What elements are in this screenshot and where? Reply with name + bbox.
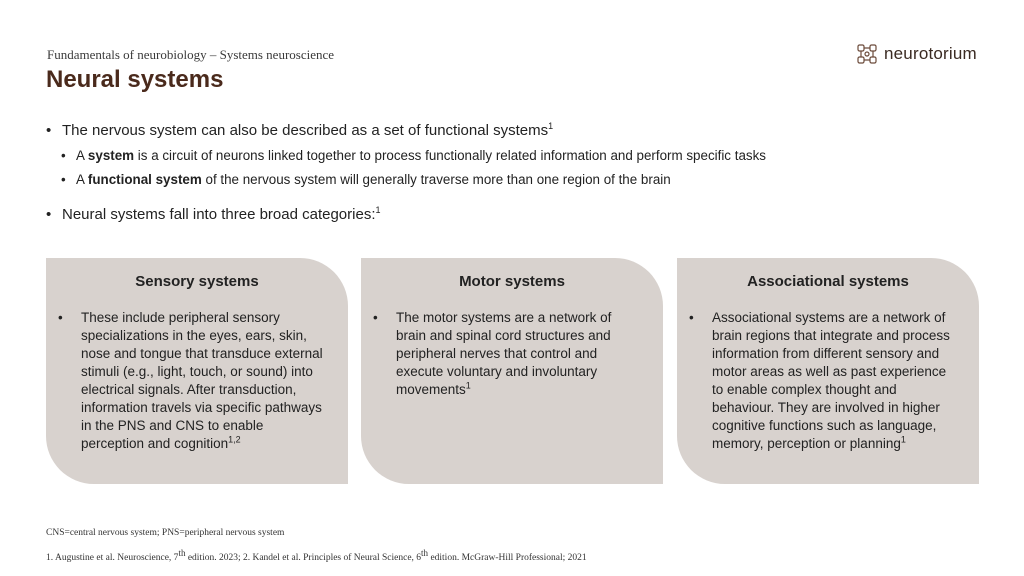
bullet-text: The nervous system can also be described as a set of functional systems	[62, 122, 549, 139]
card-text: Associational systems are a network of brain regions that integrate and process information from different sensory and motor areas as well as past experience to enable complex thought and behaviour. They are involved in higher cognitive functions such as language, memory, perception or planning	[712, 310, 950, 451]
sub-bullet-functional-system	[46, 171, 986, 189]
card-bullet: •	[373, 310, 378, 325]
neurotorium-logo-icon	[856, 43, 878, 65]
card-bullet: •	[58, 310, 63, 325]
footnote-ref: 1	[548, 121, 554, 131]
logo-text: neurotorium	[884, 44, 977, 63]
ordinal-suffix: th	[178, 548, 186, 558]
sub-bullet-text: A	[76, 172, 88, 187]
card-text: These include peripheral sensory specializations in the eyes, ears, skin, nose and tongue that transduce external stimuli (e.g., light, touch, or sound) into electrical signals. After transduction, information travels via specific pathways in the PNS and CNS to enable perception and cognition	[81, 310, 323, 451]
references	[46, 548, 587, 564]
card-title: Associational systems	[747, 273, 909, 290]
sub-bullet-text: of the nervous system will generally traverse more than one region of the brain	[201, 172, 671, 187]
card-sensory-systems	[46, 258, 348, 484]
reference-text: edition. McGraw-Hill Professional; 2021	[428, 553, 587, 564]
card-text: The motor systems are a network of brain and spinal cord structures and peripheral nerves that control and execute voluntary and involuntary movements	[396, 310, 612, 397]
abbreviations-note: CNS=central nervous system; PNS=peripheral nervous system	[46, 528, 285, 538]
sub-bullet-system	[46, 147, 986, 165]
card-motor-systems	[361, 258, 663, 484]
bullet-functional-systems	[46, 121, 986, 141]
term-functional-system: functional system	[87, 172, 202, 187]
card-title: Motor systems	[459, 273, 565, 290]
footnote-ref: 1	[375, 205, 381, 215]
intro-bullets	[46, 121, 986, 225]
ordinal-suffix: th	[421, 548, 429, 558]
footnote-ref: 1	[900, 434, 906, 445]
footnote-ref: 1	[465, 380, 471, 391]
term-system: system	[87, 148, 135, 163]
card-title: Sensory systems	[135, 273, 259, 290]
card-body	[396, 309, 639, 399]
footnote-ref: 1,2	[228, 434, 241, 445]
card-bullet: •	[689, 310, 694, 325]
reference-text: 1. Augustine et al. Neuroscience, 7	[46, 553, 179, 564]
sub-bullet-text: is a circuit of neurons linked together to process functionally related information and perform specific tasks	[134, 148, 766, 163]
card-body	[81, 309, 324, 453]
bullet-text: Neural systems fall into three broad categories:	[62, 206, 376, 223]
page-title: Neural systems	[46, 66, 224, 93]
reference-text: edition. 2023; 2. Kandel et al. Principles of Neural Science, 6	[185, 553, 422, 564]
brand-logo	[856, 43, 977, 65]
card-body	[712, 309, 955, 453]
card-associational-systems	[677, 258, 979, 484]
bullet-categories	[46, 205, 986, 225]
sub-bullet-text: A	[76, 148, 88, 163]
breadcrumb: Fundamentals of neurobiology – Systems neuroscience	[47, 47, 335, 62]
